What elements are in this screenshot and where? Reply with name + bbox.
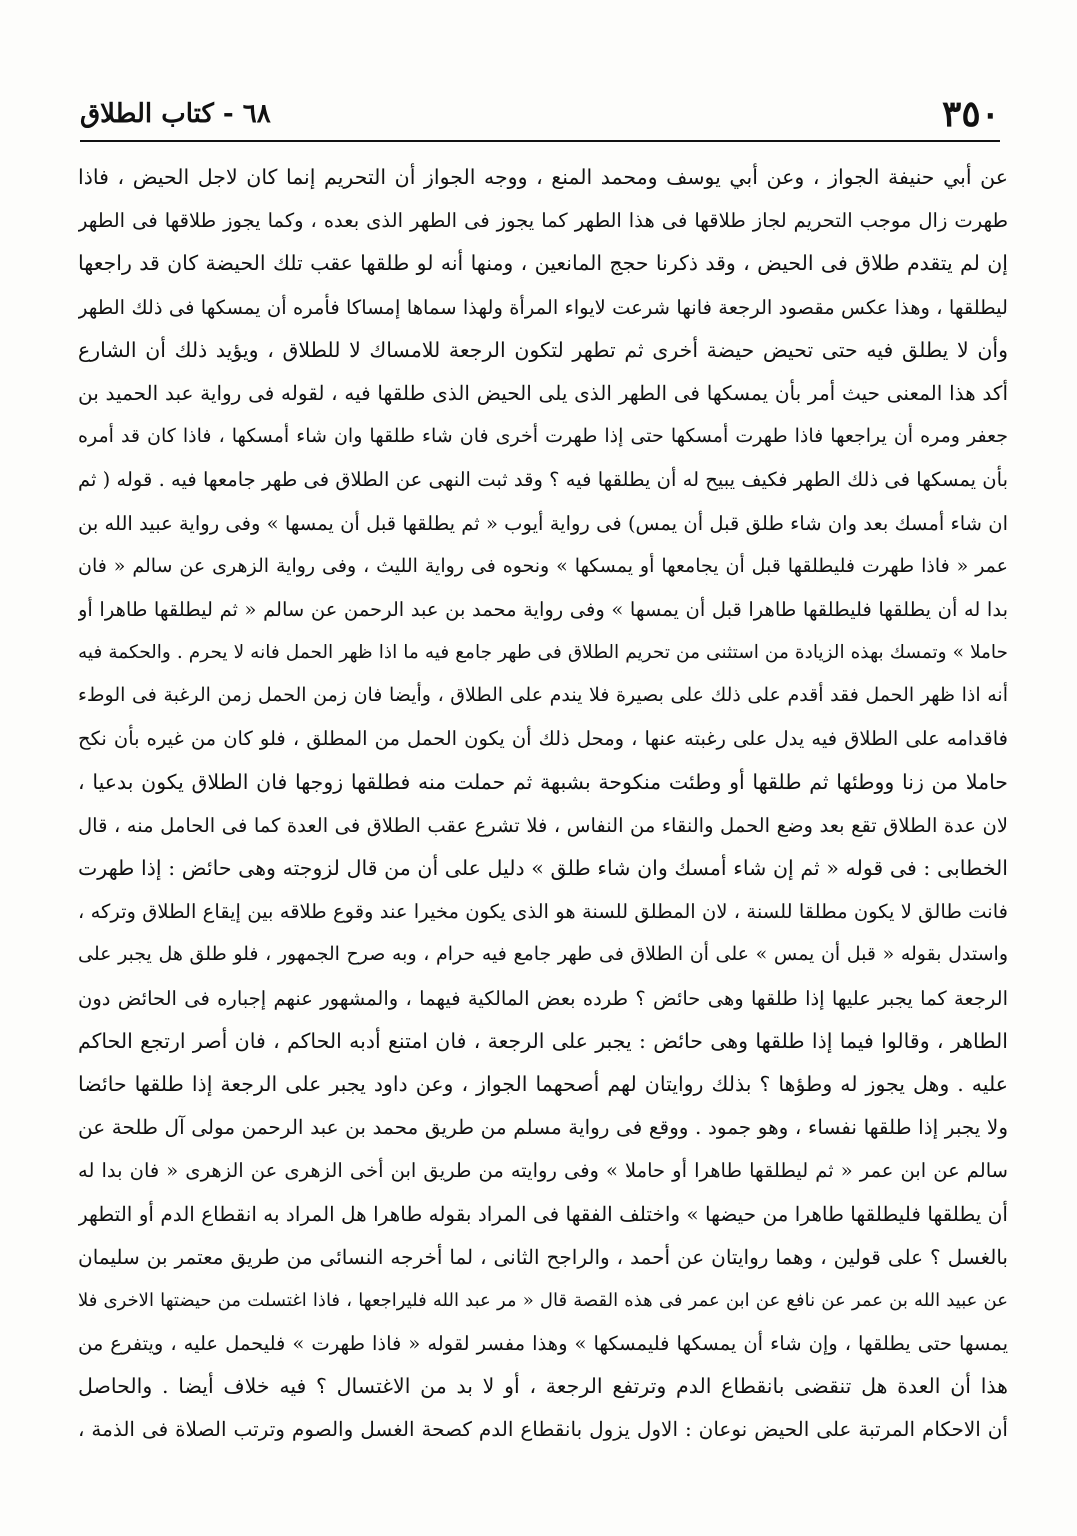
text-line: حاملا » وتمسك بهذه الزيادة من استثنى من تحريم الطلاق فى طهر جامع فيه ما اذا ظهر الحمل فانه لا يحرم . والحكمة فيه	[78, 642, 1008, 664]
text-line: الخطابى : فى قوله « ثم إن شاء أمسك وان شاء طلق » دليل على أن من قال لزوجته وهى حائض : إذا طهرت	[78, 856, 1008, 880]
text-line: جعفر ومره أن يراجعها فاذا طهرت أمسكها حتى إذا طهرت أخرى فان شاء طلقها وان شاء أمسكها ، فاذا كان قد أمره	[78, 425, 1008, 448]
text-line: بدا له أن يطلقها فليطلقها طاهرا قبل أن يمسها » وفى رواية محمد بن عبد الرحمن عن سالم « ثم ليطلقها طاهرا أو	[78, 597, 1008, 621]
text-line: ليطلقها ، وهذا عكس مقصود الرجعة فانها شرعت لايواء المرأة ولهذا سماها إمساكا فأمره أن يمسكها فى ذلك الطهر	[78, 295, 1008, 319]
text-line: بأن يمسكها فى ذلك الطهر فكيف يبيح له أن يطلقها فيه ؟ وقد ثبت النهى عن الطلاق فى طهر جامعها فيه . قوله ( ثم	[78, 468, 1008, 492]
text-line: أن يطلقها فليطلقها طاهرا من حيضها » واختلف الفقها فى المراد بقوله طاهرا هل المراد به انقطاع الدم أو التطهر	[78, 1201, 1008, 1226]
text-line: ولا يجبر إذا طلقها نفساء ، وهو جمود . ووقع فى رواية مسلم من طريق محمد بن عبد الرحمن مولى آل طلحة عن	[78, 1115, 1008, 1140]
text-line: لان عدة الطلاق تقع بعد وضع الحمل والنقاء من النفاس ، فلا تشرع عقب الطلاق فى العدة كما فى الحامل منه ، قال	[78, 813, 1008, 837]
text-line: عمر « فاذا طهرت فليطلقها قبل أن يجامعها أو يمسكها » ونحوه فى رواية الليث ، وفى رواية الزهرى عن سالم « فان	[78, 554, 1008, 577]
text-line: أنه اذا ظهر الحمل فقد أقدم على ذلك على بصيرة فلا يندم على الطلاق ، وأيضا فان زمن الحمل زمن الرغبة فى الوطء	[78, 684, 1008, 707]
text-line: عن عبيد الله بن عمر عن نافع عن ابن عمر فى هذه القصة قال « مر عبد الله فليراجعها ، فاذا اغتسلت من حيضتها الاخرى فلا	[78, 1289, 1008, 1311]
text-line: عليه . وهل يجوز له وطؤها ؟ بذلك روايتان لهم أصحهما الجواز ، وعن داود يجبر على الرجعة إذا طلقها حائضا	[78, 1071, 1008, 1096]
body-text	[78, 156, 1008, 1452]
running-title: ٦٨ - كتاب الطلاق	[80, 99, 271, 129]
text-line: الطاهر ، وقالوا فيما إذا طلقها وهى حائض : يجبر على الرجعة ، فان امتنع أدبه الحاكم ، فان أصر ارتجع الحاكم	[78, 1028, 1008, 1053]
text-line: سالم عن ابن عمر « ثم ليطلقها طاهرا أو حاملا » وفى روايته من طريق ابن أخى الزهرى عن الزهرى « فان بدا له	[78, 1159, 1008, 1183]
text-line: هذا أن العدة هل تنقضى بانقطاع الدم وترتفع الرجعة ، أو لا بد من الاغتسال ؟ فيه خلاف أيضا . والحاصل	[78, 1374, 1008, 1399]
text-line: بالغسل ؟ على قولين ، وهما روايتان عن أحمد ، والراجح الثانى ، لما أخرجه النسائى من طريق معتمر بن سليمان	[78, 1244, 1008, 1269]
text-line: أن الاحكام المرتبة على الحيض نوعان : الاول يزول بانقطاع الدم كصحة الغسل والصوم وترتب الصلاة فى الذمة ،	[78, 1417, 1008, 1442]
header-divider	[80, 140, 1000, 142]
text-line: واستدل بقوله « قبل أن يمس » على أن الطلاق فى طهر جامع فيه حرام ، وبه صرح الجمهور ، فلو طلق هل يجبر على	[78, 943, 1008, 966]
text-line: حاملا من زنا ووطئها ثم طلقها أو وطئت منكوحة بشبهة ثم حملت منه فطلقها زوجها فان الطلاق يكون بدعيا ،	[78, 769, 1008, 794]
page-number: ٣٥٠	[941, 93, 1000, 135]
text-line: يمسها حتى يطلقها ، وإن شاء أن يمسكها فليمسكها » وهذا مفسر لقوله « فاذا طهرت » فليحمل عليه ، ويتفرع من	[78, 1332, 1008, 1356]
text-line: أكد هذا المعنى حيث أمر بأن يمسكها فى الطهر الذى يلى الحيض الذى طلقها فيه ، لقوله فى رواية عبد الحميد بن	[78, 380, 1008, 405]
text-line: الرجعة كما يجبر عليها إذا طلقها وهى حائض ؟ طرده بعض المالكية فيهما ، والمشهور عنهم إجباره فى الحائض دون	[78, 986, 1008, 1010]
text-line: فاقدامه على الطلاق فيه يدل على رغبته عنها ، ومحل ذلك أن يكون الحمل من المطلق ، فلو كان من غيره بأن نكح	[78, 727, 1008, 751]
text-line: فانت طالق لا يكون مطلقا للسنة ، لان المطلق للسنة هو الذى يكون مخيرا عند وقوع طلاقه بين إيقاع الطلاق وتركه ،	[78, 900, 1008, 924]
text-line: ان شاء أمسك بعد وان شاء طلق قبل أن يمس) فى رواية أيوب « ثم يطلقها قبل أن يمسها » وفى رواية عبيد الله بن	[78, 511, 1008, 535]
page-header	[80, 92, 1000, 136]
text-line: عن أبي حنيفة الجواز ، وعن أبي يوسف ومحمد المنع ، ووجه الجواز أن التحريم إنما كان لاجل الحيض ، فاذا	[78, 165, 1008, 189]
text-line: وأن لا يطلق فيه حتى تحيض حيضة أخرى ثم تطهر لتكون الرجعة للامساك لا للطلاق ، ويؤيد ذلك أن الشارع	[78, 337, 1008, 362]
text-line: طهرت زال موجب التحريم لجاز طلاقها فى هذا الطهر كما يجوز فى الطهر الذى بعده ، وكما يجوز طلاقها فى الطهر	[78, 209, 1008, 233]
text-line: إن لم يتقدم طلاق فى الحيض ، وقد ذكرنا حجج المانعين ، ومنها أنه لو طلقها عقب تلك الحيضة كان قد راجعها	[78, 251, 1008, 276]
